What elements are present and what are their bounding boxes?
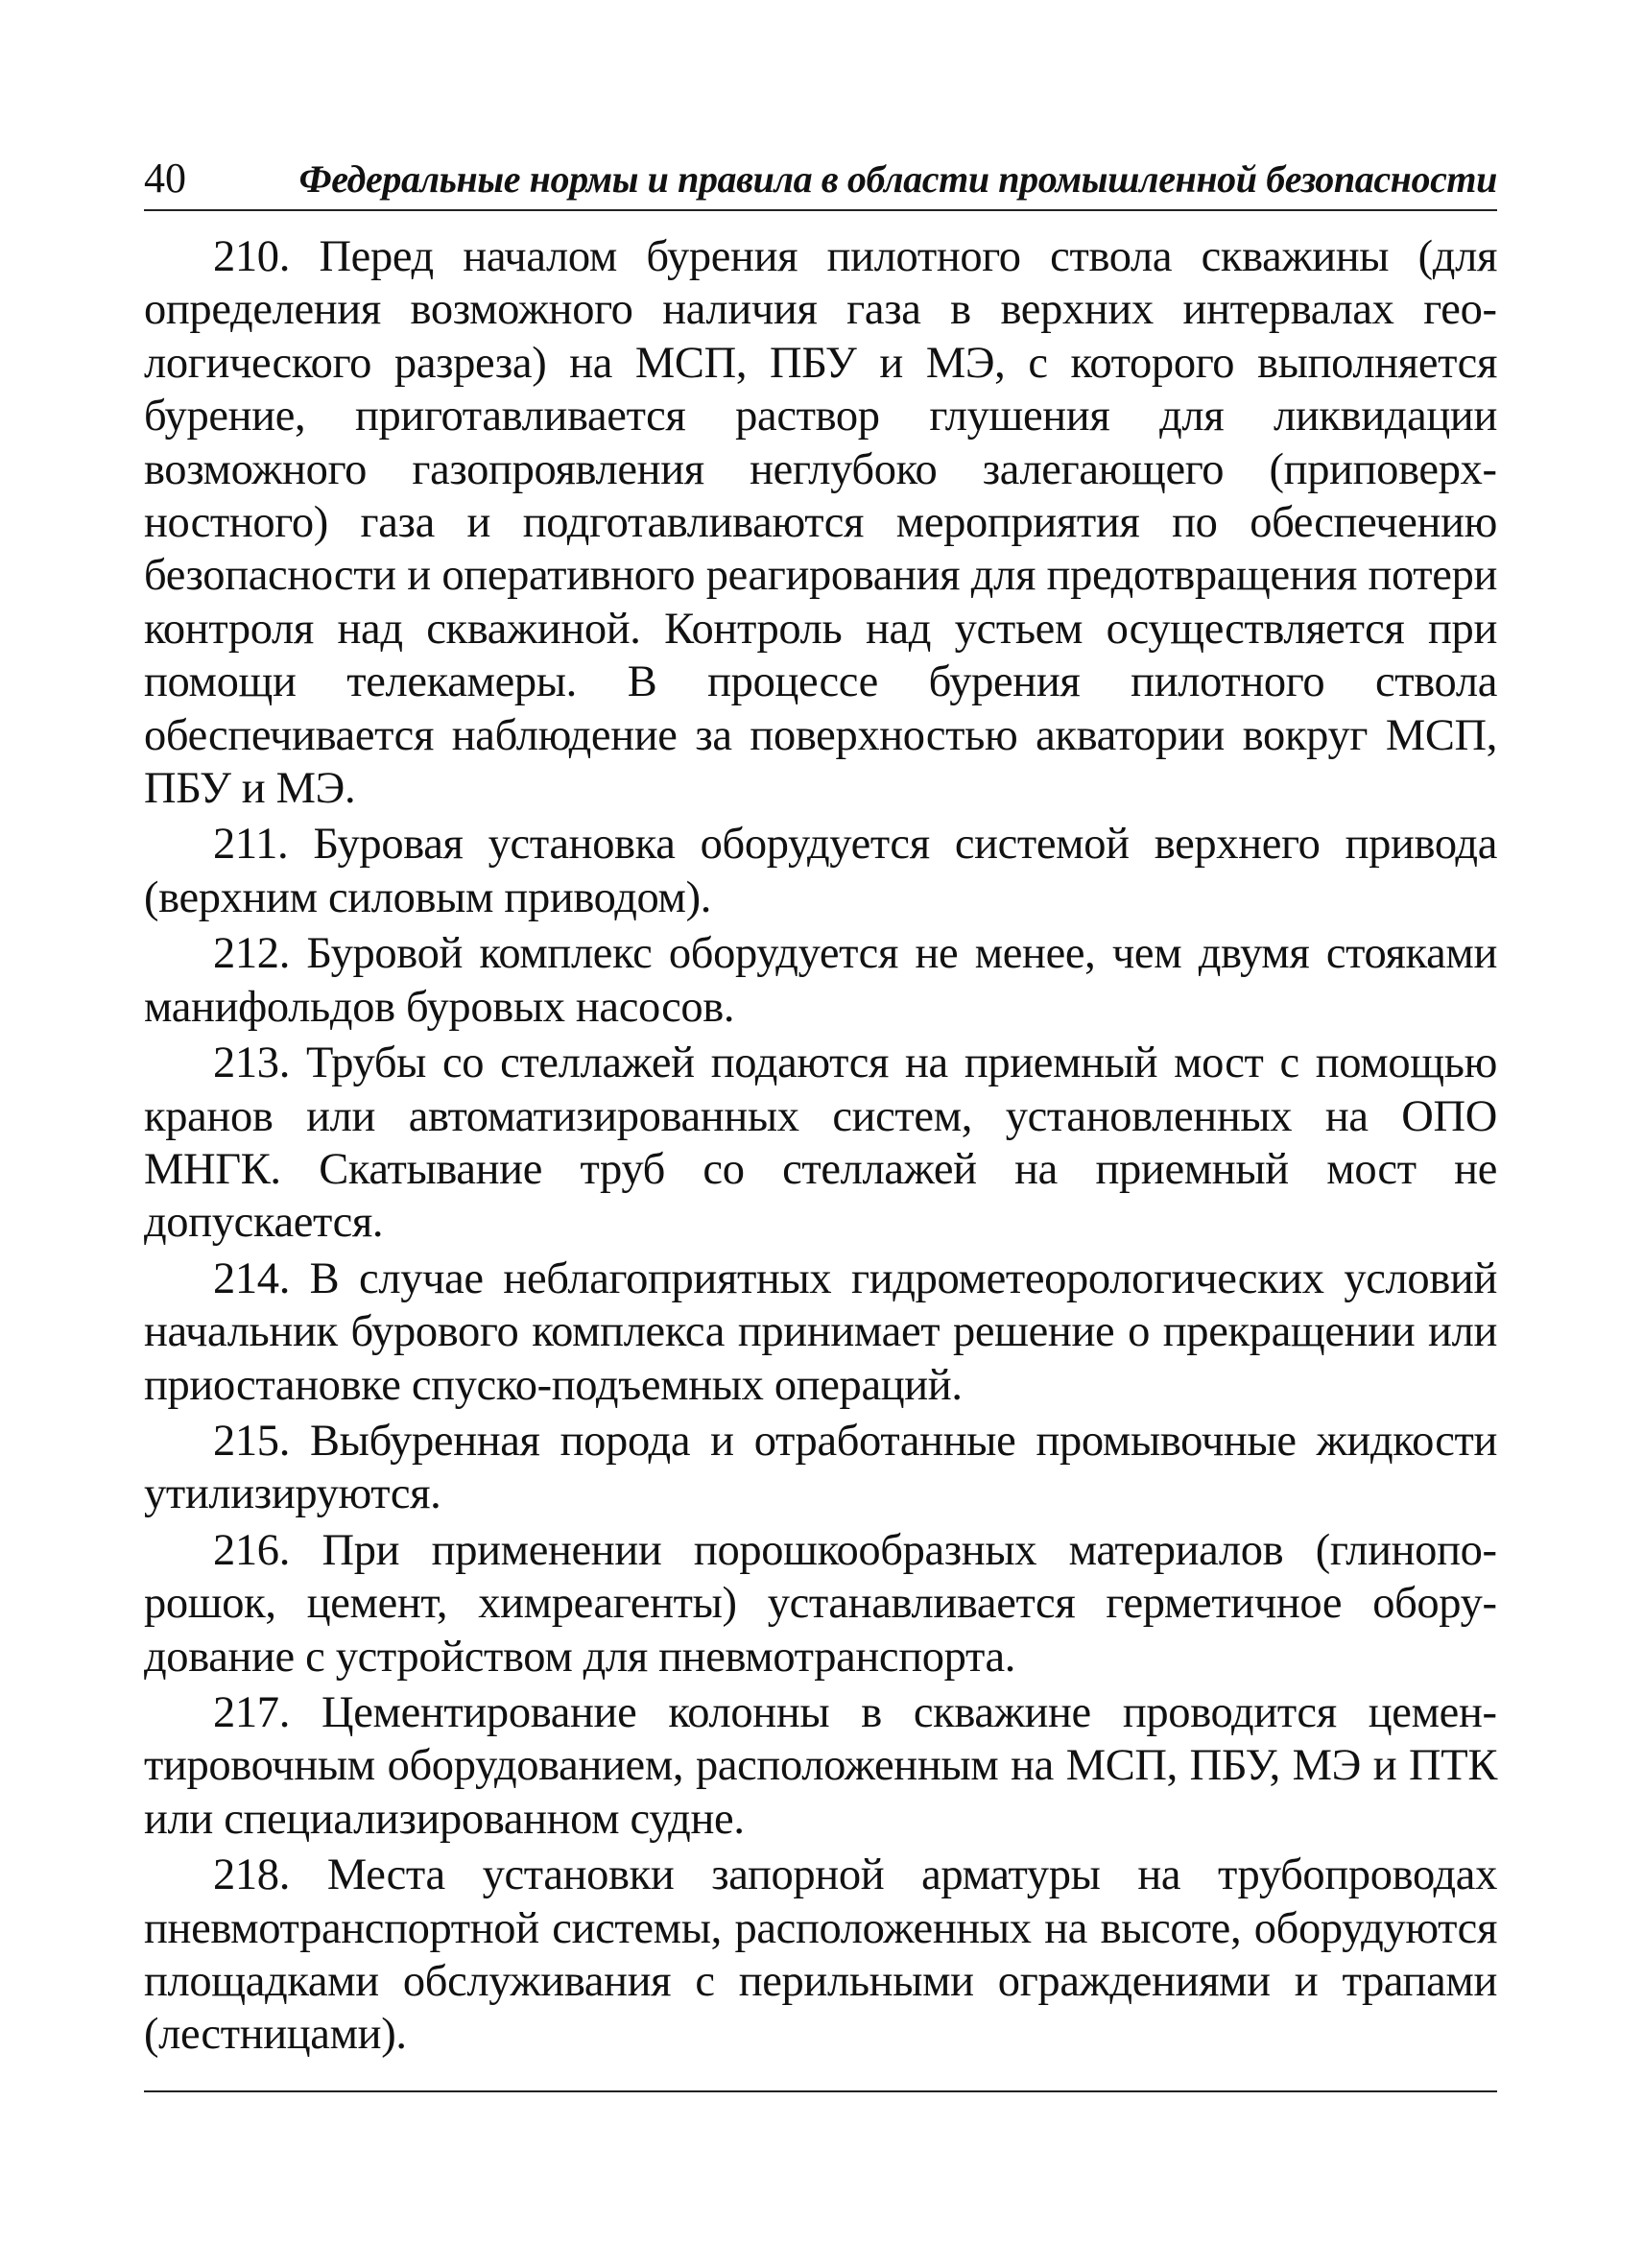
paragraph-211: 211. Буровая установка оборудуется системой верхнего привода (верхним силовым приводом). bbox=[144, 820, 1497, 922]
running-head bbox=[144, 152, 1497, 205]
footer-rule bbox=[144, 2090, 1497, 2092]
paragraph-216: 216. При применении порошкообразных материалов (глинопорошок, цемент, химреагенты) устанавливается герметичное оборудование с устройством для пневмотранспорта. bbox=[144, 1525, 1497, 1682]
paragraph-213: 213. Трубы со стеллажей подаются на приемный мост с помощью кранов или автоматизированных систем, установленных на ОПО МНГК. Скатывание труб со стеллажей на приемный мост не допускается. bbox=[144, 1039, 1497, 1248]
paragraph-217: 217. Цементирование колонны в скважине проводится цементировочным оборудованием, расположенным на МСП, ПБУ, МЭ и ПТК или специализированном судне. bbox=[144, 1687, 1497, 1844]
paragraph-210: 210. Перед началом бурения пилотного ствола скважины (для определения возможного наличия газа в верхних интервалах геологического разреза) на МСП, ПБУ и МЭ, с которого выполняется бурение, приготавливается раствор глушения для ликвидации возможного газопроявления неглубоко залегающего (приповерхностного) газа и подготавливаются мероприятия по обеспечению безопасности и оперативного реагирования для предотвращения потери контроля над скважиной. Контроль над устьем осуществляется при помощи телекамеры. В процессе бурения пилотного ствола обеспечивается наблюдение за поверхностью акватории вокруг МСП, ПБУ и МЭ. bbox=[144, 232, 1497, 814]
page-number: 40 bbox=[144, 155, 186, 202]
paragraph-218: 218. Места установки запорной арматуры на трубопроводах пневмотранспортной системы, расположенных на высоте, оборудуются площадками обслуживания с перильными ограждениями и трапами (лестницами). bbox=[144, 1850, 1497, 2060]
header-rule bbox=[144, 209, 1497, 211]
document-body bbox=[144, 230, 1497, 2062]
paragraph-215: 215. Выбуренная порода и отработанные промывочные жидкости утилизируются. bbox=[144, 1416, 1497, 1519]
document-page bbox=[144, 152, 1497, 2092]
paragraph-212: 212. Буровой комплекс оборудуется не менее, чем двумя стояками манифольдов буровых насосов. bbox=[144, 929, 1497, 1032]
paragraph-214: 214. В случае неблагоприятных гидрометеорологических условий начальник бурового комплекса принимает решение о прекращении или приостановке спуско-подъемных операций. bbox=[144, 1253, 1497, 1410]
running-title: Федеральные нормы и правила в области промышленной безопасности bbox=[298, 157, 1497, 201]
